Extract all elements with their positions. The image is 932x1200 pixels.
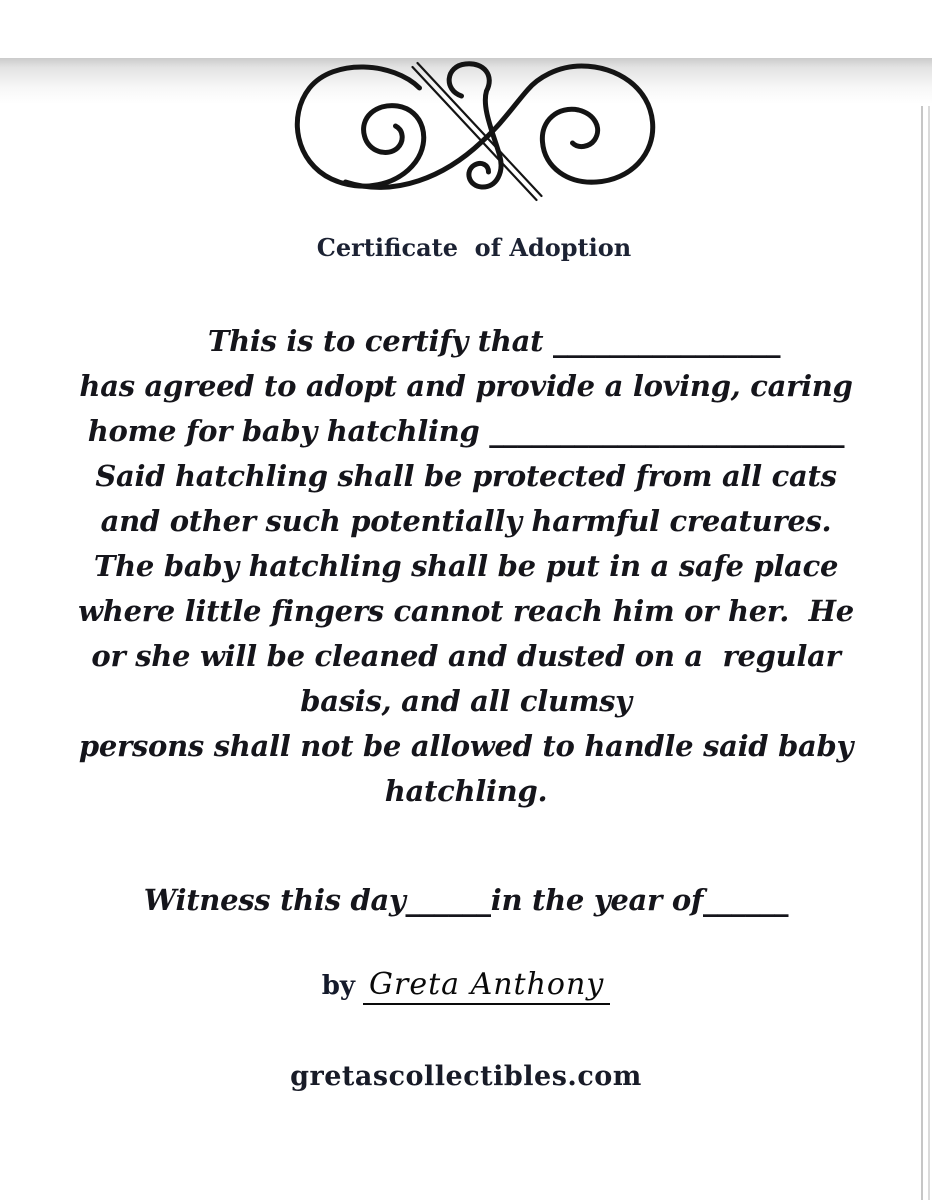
certificate-line: hatchling. (384, 774, 548, 808)
witness-line: Witness this day______in the year of______ (143, 883, 789, 917)
certificate-title: Certificate of Adoption (316, 233, 632, 262)
page-edge-line (928, 106, 930, 1200)
certificate-line: and other such potentially harmful creatures. (100, 504, 832, 538)
byline-prefix: by (321, 971, 356, 1001)
page-edge-line (921, 106, 923, 1200)
byline (0, 964, 932, 1011)
signature: Greta Anthony (363, 968, 610, 1005)
certificate-page (0, 58, 932, 1200)
certificate-line: Said hatchling shall be protected from all cats (95, 459, 837, 493)
certificate-line: has agreed to adopt and provide a loving, caring (79, 369, 853, 403)
certificate-line: or she will be cleaned and dusted on a regular (91, 639, 841, 673)
website-text: gretascollectibles.com (290, 1061, 642, 1092)
certificate-body (0, 319, 932, 814)
certificate-line: home for baby hatchling _________________________ (87, 414, 845, 448)
flourish-ornament-icon (283, 58, 668, 203)
certificate-line: basis, and all clumsy (300, 684, 632, 718)
certificate-line: where little fingers cannot reach him or her. He (78, 594, 854, 628)
certificate-line: persons shall not be allowed to handle said baby (78, 729, 854, 763)
certificate-line: This is to certify that ________________ (207, 324, 781, 358)
certificate-line: The baby hatchling shall be put in a safe place (93, 549, 839, 583)
